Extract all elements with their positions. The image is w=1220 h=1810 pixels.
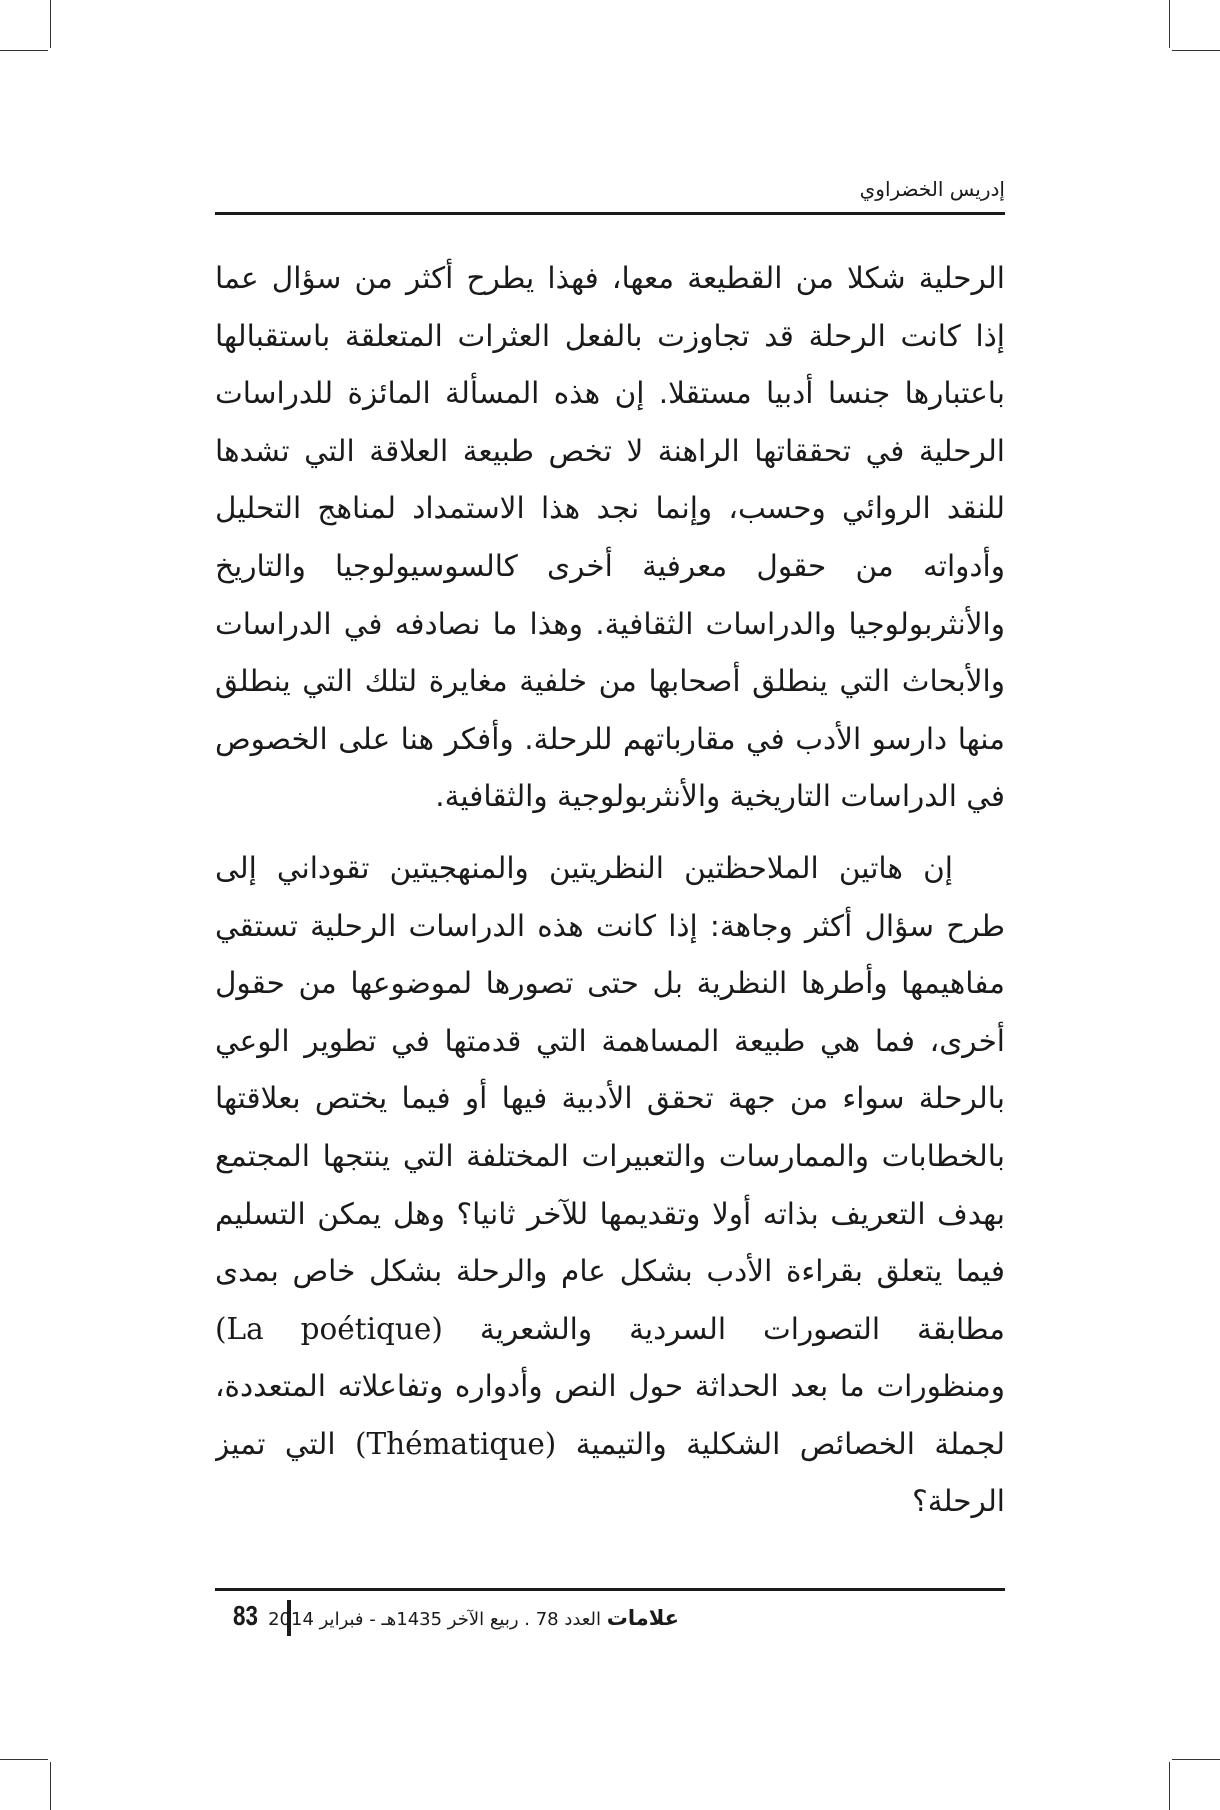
crop-mark (1172, 50, 1220, 51)
page-footer (215, 1588, 1005, 1640)
crop-mark (1169, 1762, 1170, 1810)
footer-rule (215, 1588, 1005, 1591)
crop-mark (0, 50, 48, 51)
paragraph-text: التي تميز الرحلة؟ (215, 1426, 1005, 1519)
journal-brand: علامات (606, 1606, 679, 1630)
author-name: إدريس الخضراوي (859, 177, 1005, 201)
crop-mark (50, 1762, 51, 1810)
running-head (215, 175, 1005, 215)
paragraph (215, 840, 1005, 1531)
paragraph-text: ومنظورات ما بعد الحداثة حول النص وأدواره وتفاعلاته المتعددة، لجملة الخصائص الشكلية والتيمية (215, 1369, 1005, 1461)
crop-mark (1169, 0, 1170, 48)
crop-mark (50, 0, 51, 48)
latin-term: (Thématique) (354, 1426, 557, 1461)
issue-info (268, 1606, 679, 1630)
page-number: 83 (233, 1600, 258, 1631)
crop-mark (1172, 1759, 1220, 1760)
paragraph-text: إن هاتين الملاحظتين النظريتين والمنهجيتين تقوداني إلى طرح سؤال أكثر وجاهة: إذا كانت هذه الدراسات الرحلية تستقي مفاهيمها وأطرها النظرية بل حتى تصورها لموضوعها من حقول أخرى، فما هي طبيعة المساهمة التي قدمتها في تطوير الوعي بالرحلة سواء من جهة تحقق الأدبية فيها أو فيما يختص بعلاقتها بالخطابات والممارسات والتعبيرات المختلفة التي ينتجها المجتمع بهدف التعريف بذاته أولا وتقديمها للآخر ثانيا؟ وهل يمكن التسليم فيما يتعلق بقراءة الأدب بشكل عام والرحلة بشكل خاص بمدى مطابقة التصورات السردية والشعرية (215, 850, 1005, 1346)
issue-text: العدد 78 . ربيع الآخر 1435هـ - فبراير 2014 (268, 1609, 601, 1630)
header-rule (215, 212, 1005, 215)
paragraph: الرحلية شكلا من القطيعة معها، فهذا يطرح أكثر من سؤال عما إذا كانت الرحلة قد تجاوزت بالفعل العثرات المتعلقة باستقبالها باعتبارها جنسا أدبيا مستقلا. إن هذه المسألة المائزة للدراسات الرحلية في تحققاتها الراهنة لا تخص طبيعة العلاقة التي تشدها للنقد الروائي وحسب، وإنما نجد هذا الاستمداد لمناهج التحليل وأدواته من حقول معرفية أخرى كالسوسيولوجيا والتاريخ والأنثربولوجيا والدراسات الثقافية. وهذا ما نصادفه في الدراسات والأبحاث التي ينطلق أصحابها من خلفية مغايرة لتلك التي ينطلق منها دارسو الأدب في مقارباتهم للرحلة. وأفكر هنا على الخصوص في الدراسات التاريخية والأنثربولوجية والثقافية. (215, 261, 1005, 814)
crop-mark (0, 1759, 48, 1760)
body-text (215, 250, 1005, 1560)
latin-term: (La poétique) (215, 1311, 443, 1346)
